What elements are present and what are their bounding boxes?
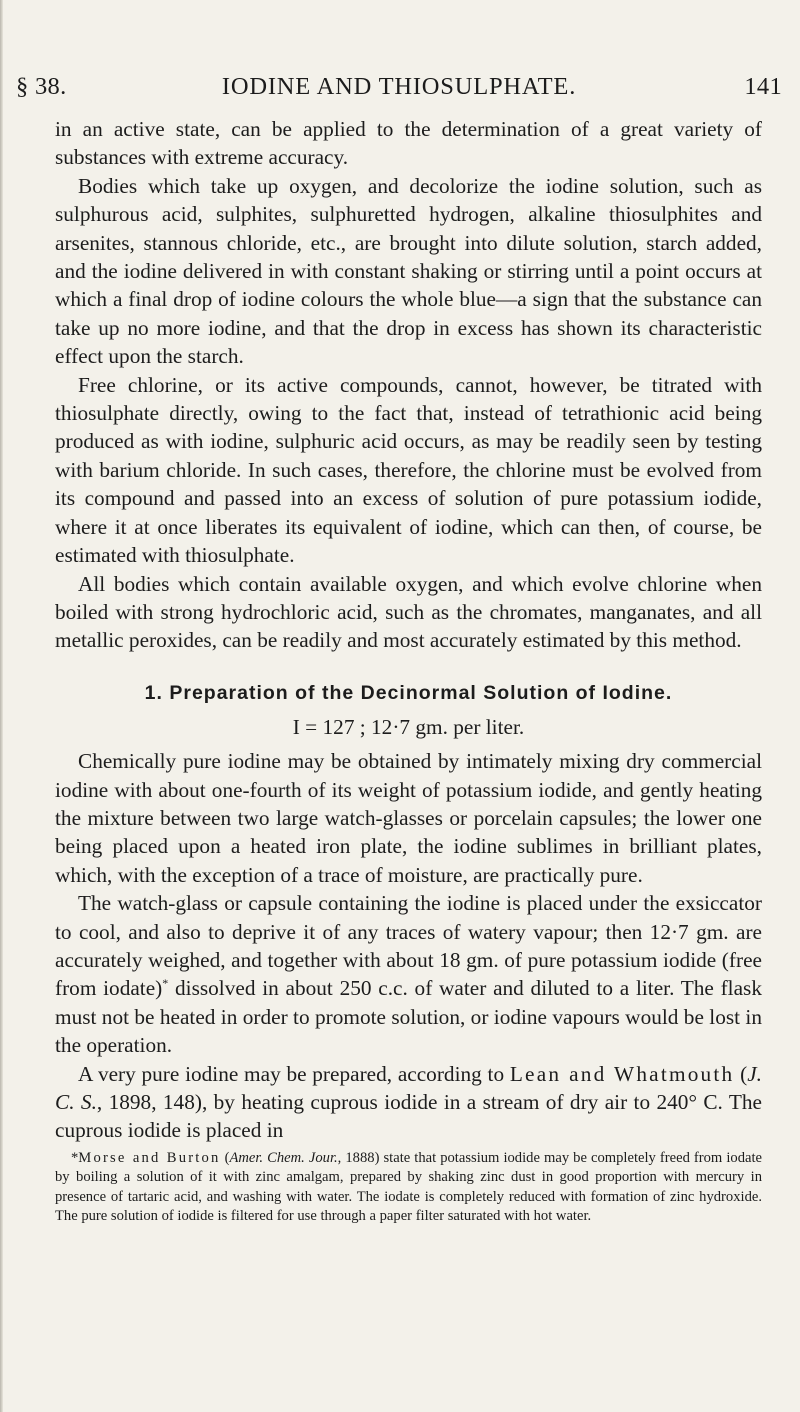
paragraph-oxygen-bodies: Bodies which take up oxygen, and decolorize the iodine solution, such as sulphurous acid, sulphites, sulphuretted hydrogen, alkaline thiosulphites and arsenites, stannous chloride, etc., are brought into dilute solution, starch added, and the iodine delivered in with constant shaking or stirring until a point occurs at which a final drop of iodine colours the whole blue—a sign that the substance can take up no more iodine, and that the drop in excess has shown its characteristic effect upon the starch. xyxy=(55,173,762,369)
paragraph-watch-glass xyxy=(55,889,762,1059)
footnote xyxy=(55,1149,762,1227)
lean-paren: ( xyxy=(734,1061,748,1086)
paragraph-lean-whatmouth xyxy=(55,1060,762,1145)
running-title: IODINE AND THIOSULPHATE. xyxy=(221,73,577,100)
paragraph-chemically-pure: Chemically pure iodine may be obtained by intimately mixing dry commercial iodine with about one-fourth of its weight of potassium iodide, and gently heating the mixture between two large watch-glasses or porcelain capsules; the lower one being placed upon a heated iron plate, the iodine sublimes in brilliant plates, which, with the exception of a trace of moisture, are practically pure. xyxy=(55,749,762,887)
section-heading: 1. Preparation of the Decinormal Solution of Iodine. xyxy=(144,681,673,704)
paragraph-continuation: in an active state, can be applied to the determination of a great variety of substances with extreme accuracy. xyxy=(55,117,762,170)
footnote-reference: * xyxy=(162,976,169,991)
footnote-text: , 1888) state that potassium iodide may be completely freed from iodate by boiling a solution of it with zinc amalgam, prepared by shaking zinc dust in good proportion with mercury in presence of tartaric acid, and washing with water. The iodate is completely reduced with formation of zinc hydroxide. The pure solution of iodide is filtered for use through a paper filter saturated with hot water. xyxy=(55,1149,762,1225)
paragraph-free-chlorine: Free chlorine, or its active compounds, cannot, however, be titrated with thiosulphate directly, owing to the fact that, instead of tetrathionic acid being produced as with iodine, sulphuric acid occurs, as may be readily seen by testing with barium chloride. In such cases, therefore, the chlorine must be evolved from its compound and passed into an excess of solution of pure potassium iodide, where it at once liberates its equivalent of iodine, which can then, of course, be estimated with thiosulphate. xyxy=(55,372,762,568)
section-number: § 38. xyxy=(16,73,67,100)
footnote-journal: Amer. Chem. Jour. xyxy=(229,1149,338,1166)
page-body xyxy=(55,115,762,1226)
watch-glass-tail: dissolved in about 250 c.c. of water and diluted to a liter. The flask must not be heated in order to promote solution, or iodine vapours would be lost in the operation. xyxy=(55,976,762,1058)
lean-journal: J. C. S. xyxy=(55,1061,762,1114)
paragraph-available-oxygen: All bodies which contain available oxygen, and which evolve chlorine when boiled with strong hydrochloric acid, such as the chromates, manganates, and all metallic peroxides, can be readily and most accurately estimated by this method. xyxy=(55,571,762,653)
footnote-mark: * xyxy=(71,1149,79,1166)
running-header xyxy=(16,73,782,107)
lean-cite: , 1898, 148), by heating cuprous iodide in a stream of dry air to 240° C. The cuprous iodide is placed in xyxy=(55,1090,762,1143)
page-number: 141 xyxy=(744,73,782,100)
footnote-authors: Morse and Burton xyxy=(78,1149,221,1166)
lean-pre: A very pure iodine may be prepared, according to xyxy=(78,1061,510,1086)
footnote-paren: ( xyxy=(220,1149,230,1166)
lean-authors: Lean and Whatmouth xyxy=(509,1061,735,1086)
page-gutter-shadow xyxy=(0,0,3,1412)
formula-line: I = 127 ; 12·7 gm. per liter. xyxy=(292,714,525,739)
watch-glass-text: The watch-glass or capsule containing the iodine is placed under the exsiccator to cool, and also to deprive it of any traces of watery vapour; then 12·7 gm. are accurately weighed, and together with about 18 gm. of pure potassium iodide (free from iodate) xyxy=(55,891,762,1001)
